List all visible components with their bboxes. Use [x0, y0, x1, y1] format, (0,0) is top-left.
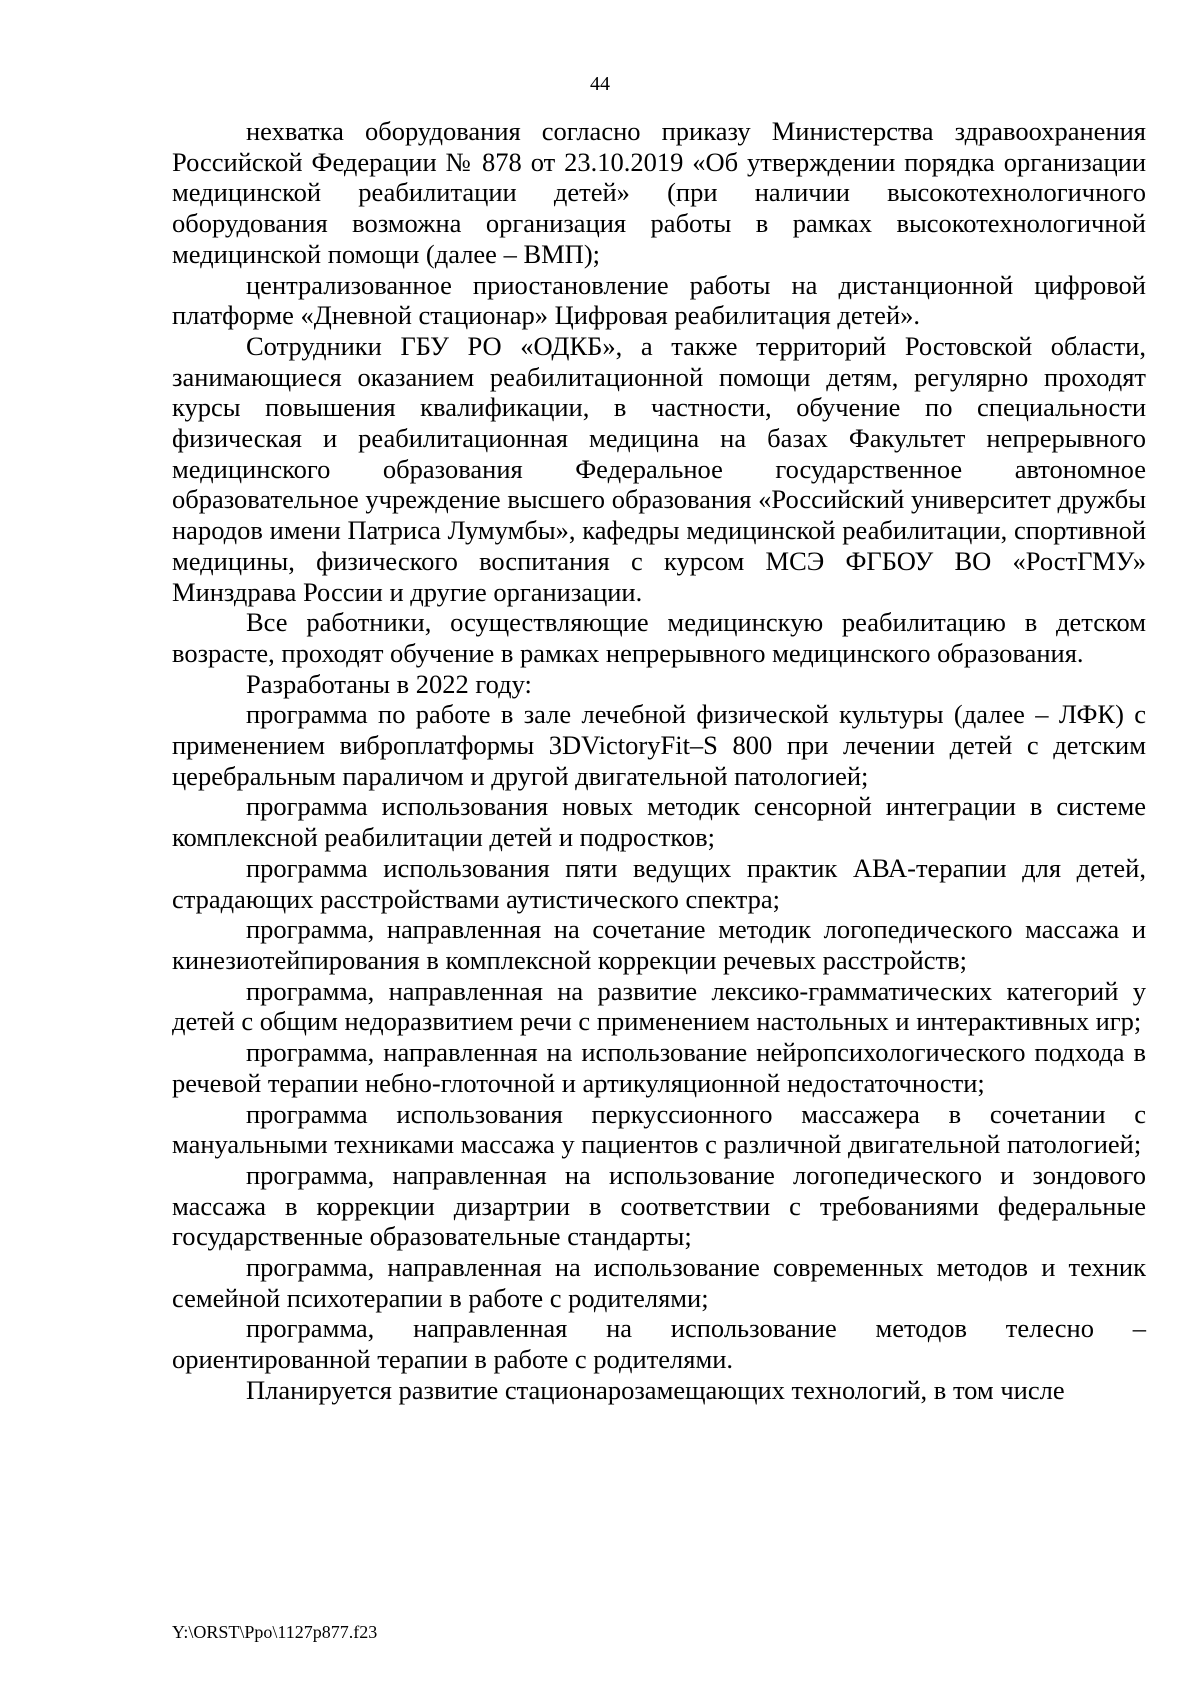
paragraph-continuous-education: Все работники, осуществляющие медицинскую реабилитацию в детском возрасте, проходят обучение в рамках непрерывного медицинского образования.	[172, 607, 1146, 668]
paragraph-planned-development: Планируется развитие стационарозамещающих технологий, в том числе	[246, 1374, 1065, 1405]
paragraph-program-lfk: программа по работе в зале лечебной физической культуры (далее – ЛФК) с применением виброплатформы 3DVictoryFit–S 800 при лечении детей с детским церебральным параличом и другой двигательной патологией;	[172, 699, 1146, 791]
paragraph-program-speech-massage: программа, направленная на сочетание методик логопедического массажа и кинезиотейпирования в комплексной коррекции речевых расстройств;	[172, 914, 1146, 975]
paragraph-program-family-therapy: программа, направленная на использование современных методов и техник семейной психотерапии в работе с родителями;	[172, 1252, 1146, 1313]
paragraph-program-dysarthria: программа, направленная на использование логопедического и зондового массажа в коррекции дизартрии в соответствии с требованиями федеральные государственные образовательные стандарты;	[172, 1159, 1146, 1252]
paragraph-program-percussion: программа использования перкуссионного массажера в сочетании с мануальными техниками массажа у пациентов с различной двигательной патологией;	[172, 1098, 1146, 1160]
footer-file-path: Y:\ORST\Ppo\1127p877.f23	[172, 1622, 378, 1642]
paragraph-digital-platform: централизованное приостановление работы на дистанционной цифровой платформе «Дневной стационар» Цифровая реабилитация детей».	[172, 269, 1146, 331]
paragraph-program-lexical: программа, направленная на развитие лексико-грамматических категорий у детей с общим недоразвитием речи с применением настольных и интерактивных игр;	[172, 975, 1146, 1037]
paragraph-program-aba: программа использования пяти ведущих практик АВА-терапии для детей, страдающих расстройствами аутистического спектра;	[172, 852, 1146, 914]
paragraph-staff-training: Сотрудники ГБУ РО «ОДКБ», а также территорий Ростовской области, занимающиеся оказанием реабилитационной помощи детям, регулярно проходят курсы повышения квалификации, в частности, обучение по специальности физическая и реабилитационная медицина на базах Факультет непрерывного медицинского образования Федеральное государственное автономное образовательное учреждение высшего образования «Российский университет дружбы народов имени Патриса Лумумбы», кафедры медицинской реабилитации, спортивной медицины, физического воспитания с курсом МСЭ ФГБОУ ВО «РостГМУ» Минздрава России и другие организации.	[172, 330, 1146, 607]
document-body	[172, 116, 1146, 1406]
paragraph-equipment-shortage: нехватка оборудования согласно приказу Министерства здравоохранения Российской Федерации № 878 от 23.10.2019 «Об утверждении порядка организации медицинской реабилитации детей» (при наличии высокотехнологичного оборудования возможна организация работы в рамках высокотехнологичной медицинской помощи (далее – ВМП);	[172, 116, 1146, 269]
paragraph-program-body-therapy: программа, направленная на использование методов телесно – ориентированной терапии в работе с родителями.	[172, 1313, 1146, 1375]
paragraph-developed-2022: Разработаны в 2022 году:	[246, 668, 532, 699]
page-number: 44	[590, 73, 610, 95]
paragraph-program-sensory: программа использования новых методик сенсорной интеграции в системе комплексной реабилитации детей и подростков;	[172, 791, 1146, 853]
paragraph-program-neuropsych: программа, направленная на использование нейропсихологического подхода в речевой терапии небно-глоточной и артикуляционной недостаточности;	[172, 1037, 1146, 1098]
